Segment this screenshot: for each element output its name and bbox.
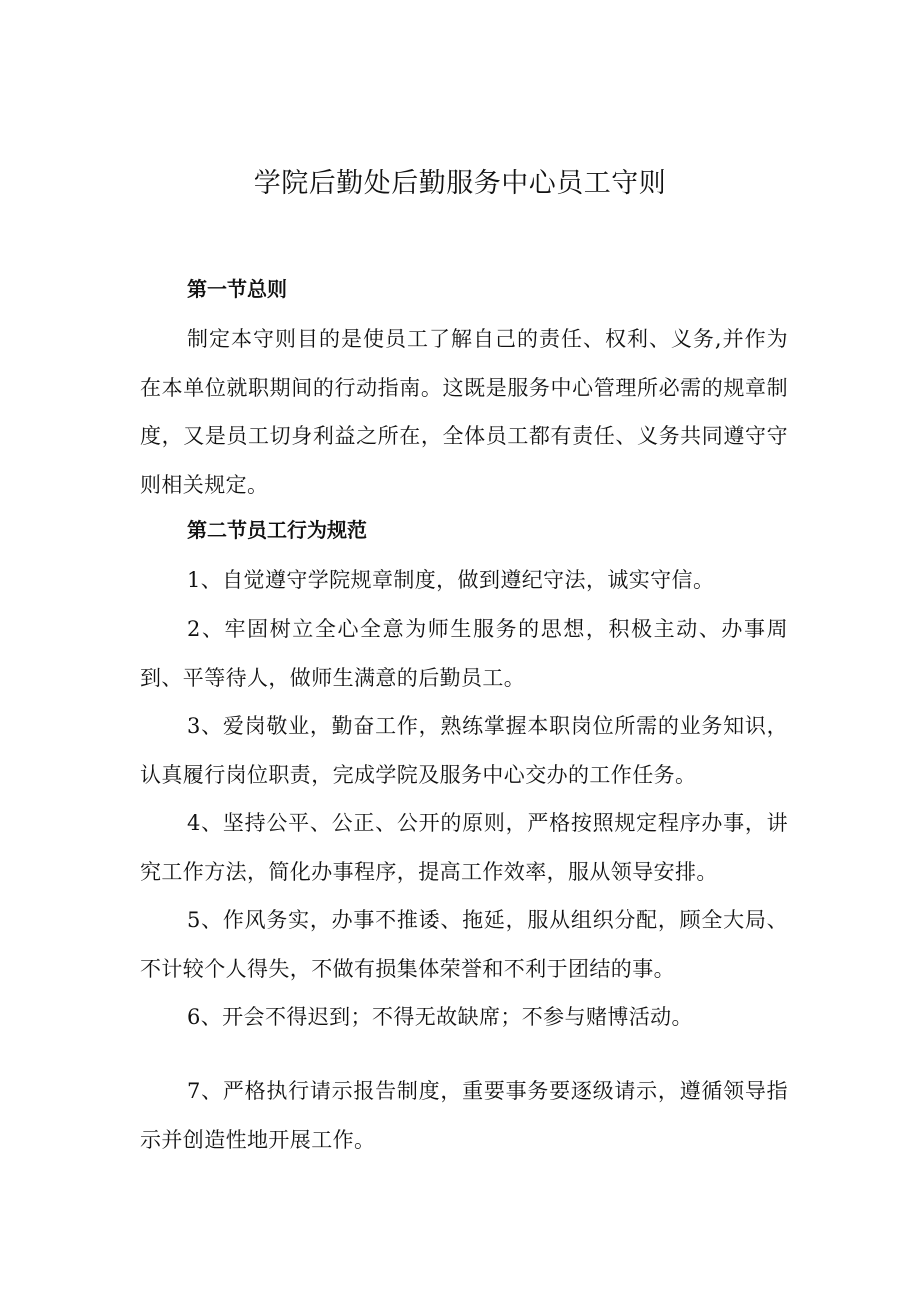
- rule-item: 5、作风务实，办事不推诿、拖延，服从组织分配，顾全大局、不计较个人得失，不做有损集体荣誉和不利于团结的事。: [140, 908, 788, 981]
- rule-item: 7、严格执行请示报告制度，重要事务要逐级请示，遵循领导指示并创造性地开展工作。: [140, 1079, 788, 1152]
- section-heading-conduct: 第二节员工行为规范: [187, 518, 367, 542]
- section-paragraph-general: 制定本守则目的是使员工了解自己的责任、权利、义务,并作为在本单位就职期间的行动指南。这既是服务中心管理所必需的规章制度，又是员工切身利益之所在，全体员工都有责任、义务共同遵守守则相关规定。: [140, 327, 788, 497]
- rule-item: 3、爱岗敬业，勤奋工作，熟练掌握本职岗位所需的业务知识，认真履行岗位职责，完成学院及服务中心交办的工作任务。: [140, 714, 788, 787]
- rule-item: 6、开会不得迟到；不得无故缺席；不参与赌博活动。: [187, 1005, 693, 1029]
- rule-item: 2、牢固树立全心全意为师生服务的思想，积极主动、办事周到、平等待人，做师生满意的后勤员工。: [140, 617, 788, 690]
- rule-item: 4、坚持公平、公正、公开的原则，严格按照规定程序办事，讲究工作方法，简化办事程序，提高工作效率，服从领导安排。: [140, 811, 788, 884]
- rule-item: 1、自觉遵守学院规章制度，做到遵纪守法，诚实守信。: [187, 568, 715, 592]
- document-title: 学院后勤处后勤服务中心员工守则: [253, 168, 667, 199]
- section-heading-general: 第一节总则: [187, 277, 287, 301]
